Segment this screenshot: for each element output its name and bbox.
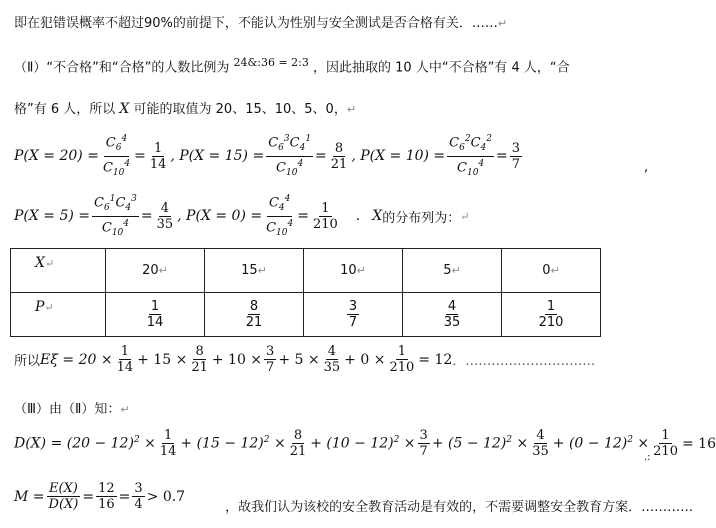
probability-cell: $\frac{1}{210}$ bbox=[502, 293, 601, 337]
expectation-line: 所以 Eξ = 20 × $\frac{1}{14}$ + 15 × $\frac{8}{21}$ + 10 × $\frac{3}{7}$ + 5 × $\frac{4}{35}$ + 0 × $\frac{1}{210}$ = 12 ．………………………… bbox=[14, 344, 596, 375]
dot-mark: .: bbox=[644, 452, 651, 463]
probability-formulas-row-1: P(X = 20) = $\frac{C_6^4}{C_{10}^4}$ = $\frac{1}{14}$ , P(X = 15) = $\frac{C_6^3C_4^1}{C_{10}^4}$ = $\frac{8}{21}$ , P(X = 10) = $\frac{C_6^2C_4^2}{C_{10}^4}$ = $\frac{3}{7}$ bbox=[14, 134, 521, 178]
x-value-cell: 15↵ bbox=[205, 249, 304, 293]
x-value-cell: 10↵ bbox=[304, 249, 403, 293]
part-3-heading: （Ⅲ）由（Ⅱ）知：↵ bbox=[14, 402, 130, 417]
part-2-intro: （Ⅱ）“不合格”和“合格”的人数比例为 $^{24\&:36 = 2:3}$ ，因此抽取的 10 人中“不合格”有 4 人，“合 bbox=[14, 56, 570, 76]
probability-cell: $\frac{4}{35}$ bbox=[403, 293, 502, 337]
table-row bbox=[11, 249, 601, 293]
conclusion-line-1: 即在犯错误概率不超过90%的前提下，不能认为性别与安全测试是否合格有关．……↵ bbox=[14, 16, 508, 31]
x-value-cell: 0↵ bbox=[502, 249, 601, 293]
table-row bbox=[11, 293, 601, 337]
probability-cell: $\frac{8}{21}$ bbox=[205, 293, 304, 337]
distribution-table bbox=[10, 248, 601, 337]
comma-mark: , bbox=[644, 160, 649, 175]
x-header: X↵ bbox=[11, 249, 106, 293]
ratio-expression: 24&:36 = 2:3 bbox=[233, 56, 309, 69]
p-header: P↵ bbox=[11, 293, 106, 337]
probability-cell: $\frac{3}{7}$ bbox=[304, 293, 403, 337]
probability-formulas-row-2: P(X = 5) = $\frac{C_6^1C_4^3}{C_{10}^4}$ = $\frac{4}{35}$ , P(X = 0) = $\frac{C_4^4}{C_{10}^4}$ = $\frac{1}{210}$ . X 的分布列为： ↵ bbox=[14, 194, 470, 238]
probability-cell: $\frac{1}{14}$ bbox=[106, 293, 205, 337]
variance-line: $D(X) = (20 - 12)^2$ × $\frac{1}{14}$ + $(15 - 12)^2$ × $\frac{8}{21}$ + $(10 - 12)^2$ × $\frac{3}{7}$ + $(5 - 12)^2$ × $\frac{4}{35}$ + $(0 - 12)^2$ × $\frac{1}{210}$ = 16 bbox=[14, 428, 716, 459]
x-value-cell: 5↵ bbox=[403, 249, 502, 293]
values-line: 格”有 6 人，所以 X 可能的取值为 20、15、10、5、0，↵ bbox=[14, 101, 357, 117]
x-value-cell: 20↵ bbox=[106, 249, 205, 293]
ratio-conclusion-line: M = $\frac{E(X)}{D(X)}$ = $\frac{12}{16}$ = $\frac{3}{4}$ > 0.7 ，故我们认为该校的安全教育活动是有效的，不需要调整安全教育方案．………… bbox=[14, 481, 694, 515]
